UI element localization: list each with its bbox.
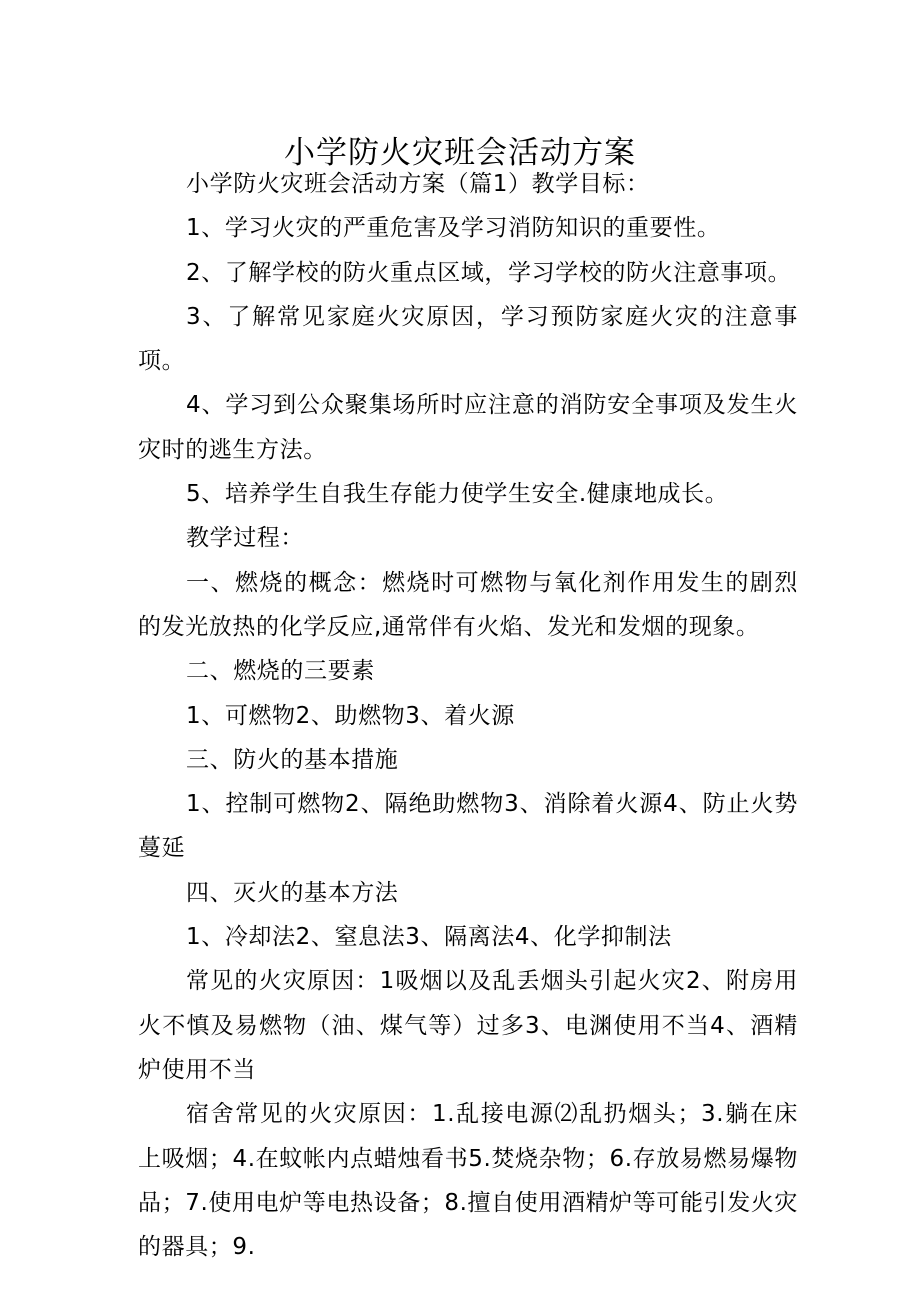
document-body (138, 162, 798, 1269)
section-prevention-list: 1、控制可燃物2、隔绝助燃物3、消除着火源4、防止火势蔓延 (138, 791, 798, 862)
intro-paragraph: 小学防火灾班会活动方案（篇1）教学目标： (186, 171, 650, 197)
section-extinguish-heading: 四、灭火的基本方法 (186, 879, 399, 906)
section-three-elements-heading: 二、燃烧的三要素 (186, 658, 375, 685)
goal-item-2: 2、了解学校的防火重点区域，学习学校的防火注意事项。 (186, 259, 792, 286)
section-three-elements-list: 1、可燃物2、助燃物3、着火源 (186, 702, 515, 729)
section-combustion-concept: 一、燃烧的概念：燃烧时可燃物与氧化剂作用发生的剧烈的发光放热的化学反应,通常伴有火焰、发光和发烟的现象。 (138, 569, 798, 640)
goal-item-3: 3、了解常见家庭火灾原因，学习预防家庭火灾的注意事项。 (138, 303, 798, 375)
section-prevention-heading: 三、防火的基本措施 (186, 746, 399, 773)
document-title: 小学防火灾班会活动方案 (284, 134, 636, 171)
goal-item-5: 5、培养学生自我生存能力使学生安全.健康地成长。 (186, 481, 729, 508)
section-extinguish-list: 1、冷却法2、窒息法3、隔离法4、化学抑制法 (186, 924, 672, 951)
goal-item-1: 1、学习火灾的严重危害及学习消防知识的重要性。 (186, 215, 721, 242)
process-heading: 教学过程： (186, 525, 304, 552)
dormitory-fire-causes: 宿舍常见的火灾原因：1.乱接电源⑵乱扔烟头；3.躺在床上吸烟；4.在蚊帐内点蜡烛看书5.焚烧杂物；6.存放易燃易爆物品；7.使用电炉等电热设备；8.擅自使用酒精炉等可能引发火灾的器具；9. (138, 1101, 798, 1261)
goal-item-4: 4、学习到公众聚集场所时应注意的消防安全事项及发生火灾时的逃生方法。 (138, 392, 798, 463)
common-fire-causes: 常见的火灾原因：1吸烟以及乱丢烟头引起火灾2、附房用火不慎及易燃物（油、煤气等）过多3、电渊使用不当4、酒精炉使用不当 (138, 968, 798, 1083)
